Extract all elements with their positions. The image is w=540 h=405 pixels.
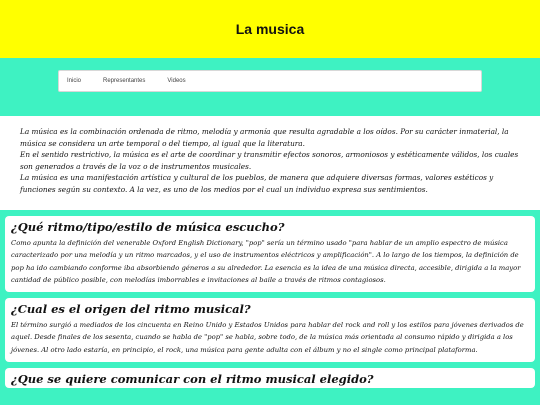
nav-band [0,58,540,116]
intro-paragraph-1: La música es la combinación ordenada de ritmo, melodía y armonía que resulta agradable a los oídos. Por su carácter inmaterial, la música se considera un arte temporal o del tiempo, al igual que la literatura. [20,127,509,148]
section-text-1: Como apunta la definición del venerable Oxford English Dictionary, "pop" sería un término usado "para hablar de un amplio espectro de música caracterizado por una melodía y un ritmo marcados, y el uso de instrumentos eléctricos y amplificación". A lo largo de los tiempos, la definición de pop ha ido cambiando conforme iba absorbiendo géneros a su alrededor. La esencia es la idea de una música directa, accesible, dirigida a la mayor cantidad de público posible, con melodías imborrables e invitaciones al baile a través de ritmos contagiosos. [11,239,521,284]
intro-paragraph-2: En el sentido restrictivo, la música es el arte de coordinar y transmitir efectos sonoros, armoniosos y estéticamente válidos, los cuales son generados a través de la voz o de instrumentos musicales. [20,150,519,171]
section-title-3: ¿Que se quiere comunicar con el ritmo musical elegido? [11,372,374,387]
section-card-2 [5,298,535,362]
page-header [0,0,540,58]
intro-section [0,116,540,210]
nav-link-inicio[interactable]: Inicio [67,78,82,84]
page-title: La musica [235,21,305,37]
section-title-1: ¿Qué ritmo/tipo/estilo de música escucho? [11,220,285,234]
section-card-1 [5,216,535,292]
section-title-2: ¿Cual es el origen del ritmo musical? [11,302,251,317]
nav-bar [58,70,482,92]
intro-paragraph-3: La música es una manifestación artística y cultural de los pueblos, de manera que adquiere diversas formas, valores estéticos y funciones según su contexto. A la vez, es uno de los medios por el cual un individuo expresa sus sentimientos. [20,173,494,194]
nav-link-videos[interactable]: Videos [167,78,186,84]
section-text-2: El término surgió a mediados de los cincuenta en Reino Unido y Estados Unidos para hablar del rock and roll y los estilos para jóvenes derivados de aquel. Desde finales de los sesenta, cuando se habla de "pop" se habla, sobre todo, de la música más orientada al consumo rápido y dirigida a los jóvenes. Al otro lado estaría, en principio, el rock, una música para gente adulta con el álbum y no el single como principal plataforma. [11,321,524,354]
section-card-3 [5,368,535,388]
nav-link-representantes[interactable]: Representantes [103,78,146,84]
